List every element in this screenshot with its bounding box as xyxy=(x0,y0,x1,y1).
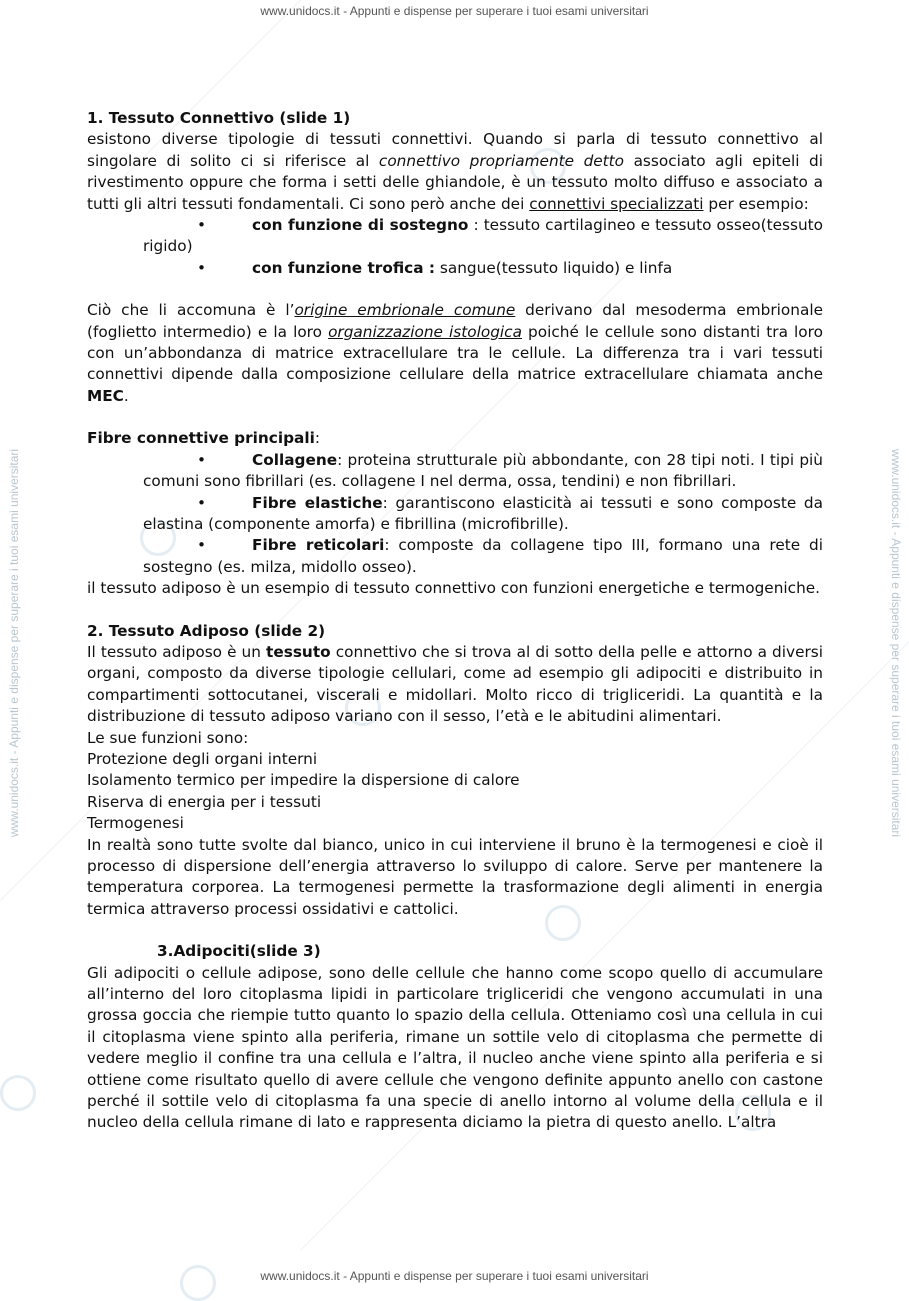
text: Il tessuto adiposo è un xyxy=(87,642,267,661)
left-side-watermark: www.unidocs.it - Appunti e dispense per superare i tuoi esami universitari xyxy=(7,448,21,838)
paragraph-termogenesi: In realtà sono tutte svolte dal bianco, unico in cui interviene il bruno è la termogenesi e cioè il processo di dispersione dell’energia attraverso lo sviluppo di calore. Serve per mantenere la temperatura corporea. La termogenesi permette la trasformazione degli alimenti in energia termica attraverso processi ossidativi e cattolici. xyxy=(87,835,823,918)
text: : proteina strutturale più abbondante, con 28 tipi noti. I tipi più comuni sono fibrillari (es. collagene I nel derma, ossa, tendini) e non fibrillari. xyxy=(143,450,823,491)
text: : garantiscono elasticità ai tessuti e sono composte da elastina (componente amorfa) e fibrillina (microfibrille). xyxy=(143,493,823,533)
subheading-fibre xyxy=(87,428,823,449)
watermark-logo-icon xyxy=(0,1075,36,1111)
functions-intro: Le sue funzioni sono: xyxy=(87,728,249,747)
function-line: Riserva di energia per i tessuti xyxy=(87,792,322,811)
bullet-icon: • xyxy=(197,493,207,512)
paragraph-origin xyxy=(87,300,823,407)
document-body xyxy=(87,108,823,1134)
paragraph-adiposo xyxy=(87,642,823,728)
text: per esempio: xyxy=(703,194,809,213)
function-line: Isolamento termico per impedire la dispersione di calore xyxy=(87,771,520,790)
bold-term: MEC xyxy=(87,386,124,405)
footer-watermark: www.unidocs.it - Appunti e dispense per superare i tuoi esami universitari xyxy=(260,1269,649,1283)
text: esistono diverse tipologie di tessuti connettivi. Quando si parla di tessuto connettivo al singolare di solito ci si riferisce al xyxy=(87,130,823,170)
list-item xyxy=(87,450,823,493)
bullet-icon: • xyxy=(197,216,207,235)
paragraph-adipociti: Gli adipociti o cellule adipose, sono delle cellule che hanno come scopo quello di accumulare all’interno del loro citoplasma lipidi in particolare trigliceridi che vengono accumulati in una grossa goccia che riempie tutto quanto lo spazio della cellula. Otteniamo così una cellula in cui il citoplasma viene spinto alla periferia, rimane un sottile velo di citoplasma che permette di vedere meglio il confine tra una cellula e l’altra, il nucleo anche viene spinto alla periferia e si ottiene come risultato quello di avere cellule che vengono definite appunto anello con castone perché il sottile velo di citoplasma fa una specie di anello intorno al volume della cellula e il nucleo della cellula rimane di lato e rappresenta diciamo la pietra di questo anello. L’altra xyxy=(87,963,823,1132)
bold-term: Fibre elastiche xyxy=(252,493,383,512)
text: : xyxy=(314,429,321,448)
text: poiché le cellule sono distanti tra loro con un’abbondanza di matrice extracellulare tra le cellule. La differenza tra i vari tessuti connettivi dipende dalla composizione cellulare della matrice extracellulare chiamata anche xyxy=(87,322,823,384)
list-item xyxy=(87,215,823,258)
italic-term: connettivo propriamente detto xyxy=(378,151,625,170)
bold-term: tessuto xyxy=(266,642,331,661)
text: connettivo che si trova al di sotto della pelle e attorno a diversi organi, composto da diverse tipologie cellulari, come ad esempio gli adipociti e distribuito in compartimenti sottocutanei, viscerali e midollari. Molto ricco di trigliceridi. La quantità e la distribuzione di tessuto adiposo variano con il sesso, l’età e le abitudini alimentari. xyxy=(87,642,823,726)
section-title-connettivo: 1. Tessuto Connettivo (slide 1) xyxy=(87,109,351,127)
section-title-adiposo: 2. Tessuto Adiposo (slide 2) xyxy=(87,621,326,640)
bullet-icon: • xyxy=(197,450,207,469)
bold-term: Fibre reticolari xyxy=(252,536,385,555)
list-item xyxy=(87,535,823,578)
italic-underlined-term: origine embrionale comune xyxy=(294,301,516,320)
underlined-term: connettivi specializzati xyxy=(529,194,704,213)
text: associato agli epiteli di rivestimento oppure che forma i setti delle ghiandole, è un tessuto molto diffuso e associato a tutti gli altri tessuti fondamentali. Ci sono però anche dei xyxy=(87,151,823,213)
bold-term: con funzione di sostegno xyxy=(252,216,469,235)
section-title-adipociti: 3.Adipociti(slide 3) xyxy=(157,942,321,961)
right-side-watermark: www.unidocs.it - Appunti e dispense per superare i tuoi esami universitari xyxy=(889,448,903,838)
bullet-icon: • xyxy=(197,258,207,277)
text: : composte da collagene tipo III, formano una rete di sostegno (es. milza, midollo osseo). xyxy=(143,536,823,576)
list-item xyxy=(87,493,823,536)
header-watermark: www.unidocs.it - Appunti e dispense per superare i tuoi esami universitari xyxy=(260,4,649,18)
bullet-icon: • xyxy=(197,536,207,555)
text: sangue(tessuto liquido) e linfa xyxy=(435,258,673,277)
text: : tessuto cartilagineo e tessuto osseo(tessuto rigido) xyxy=(143,216,823,256)
function-line: Protezione degli organi interni xyxy=(87,749,318,768)
bold-term: con funzione trofica : xyxy=(252,258,436,277)
paragraph-adipose-example: il tessuto adiposo è un esempio di tessuto connettivo con funzioni energetiche e termogeniche. xyxy=(87,579,821,598)
paragraph-intro xyxy=(87,129,823,215)
text: derivano dal mesoderma embrionale (foglietto intermedio) e la loro xyxy=(87,301,823,341)
text: Ciò che li accomuna è l’ xyxy=(87,301,295,320)
list-item xyxy=(87,258,823,279)
function-line: Termogenesi xyxy=(87,814,184,833)
bold-term: Collagene xyxy=(252,450,338,469)
text: . xyxy=(123,386,129,405)
italic-underlined-term: organizzazione istologica xyxy=(328,322,522,341)
bold-term: Fibre connettive principali xyxy=(87,429,315,448)
